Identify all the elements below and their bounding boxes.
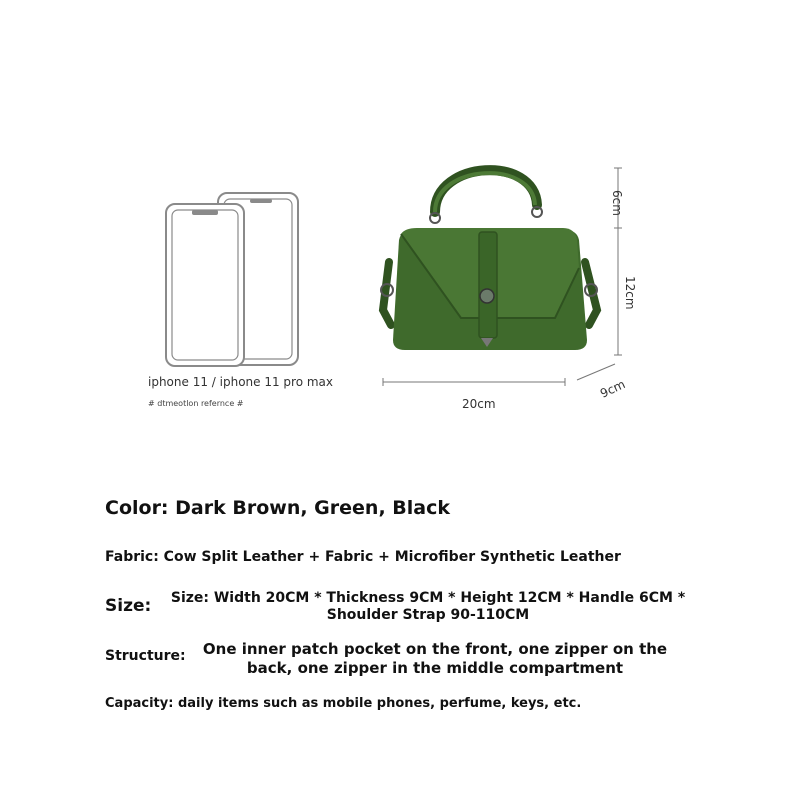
dimension-width-label: 20cm — [462, 397, 496, 411]
spec-size-value: Size: Width 20CM * Thickness 9CM * Height 12CM * Handle 6CM * Shoulder Strap 90-110CM — [170, 590, 686, 623]
dimension-depth-label: 9cm — [598, 377, 628, 401]
iphone-11-outline — [166, 204, 244, 366]
spec-structure-label: Structure: — [105, 648, 186, 664]
phone-outline-illustration — [160, 188, 310, 373]
dimension-handle-label: 6cm — [610, 190, 624, 216]
spec-capacity: Capacity: daily items such as mobile phones, perfume, keys, etc. — [105, 696, 582, 711]
dimension-height-label: 12cm — [623, 276, 637, 310]
phone-caption: iphone 11 / iphone 11 pro max — [148, 375, 334, 389]
spec-color: Color: Dark Brown, Green, Black — [105, 497, 450, 519]
handbag-image — [365, 150, 650, 420]
spec-size-label: Size: — [105, 596, 152, 616]
spec-fabric: Fabric: Cow Split Leather + Fabric + Microfiber Synthetic Leather — [105, 549, 621, 565]
phone-subcaption: # dtmeotlon refernce # — [148, 399, 244, 408]
spec-structure-value: One inner patch pocket on the front, one zipper on the back, one zipper in the middle compartment — [202, 640, 668, 677]
